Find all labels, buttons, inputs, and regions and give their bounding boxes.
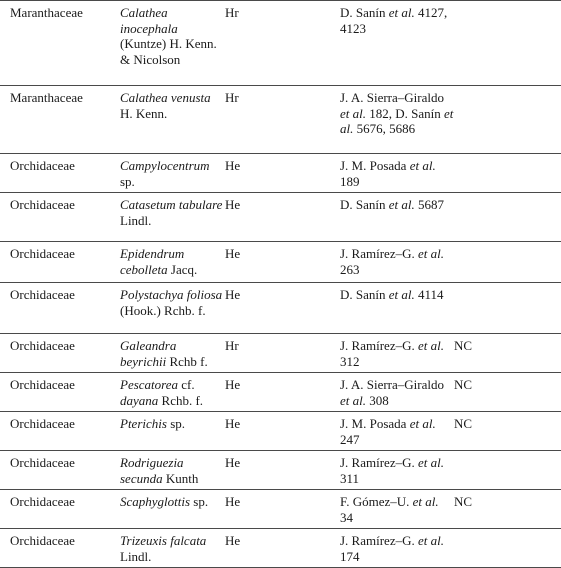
- voucher-cell: [340, 193, 454, 242]
- habit-cell: He: [225, 490, 340, 529]
- family-cell: Orchidaceae: [0, 283, 120, 334]
- species-name-italic: Catasetum tabulare: [120, 197, 223, 212]
- table-row: [0, 283, 561, 334]
- voucher-text: D. Sanín: [340, 5, 389, 20]
- voucher-text: J. A. Sierra–Giraldo: [340, 377, 444, 392]
- status-cell: NC: [454, 490, 561, 529]
- voucher-et-al: et al.: [417, 338, 444, 353]
- species-cell: [120, 529, 225, 568]
- status-cell: [454, 1, 561, 86]
- voucher-cell: [340, 412, 454, 451]
- habit-cell: He: [225, 412, 340, 451]
- species-name-italic: dayana: [120, 392, 159, 408]
- table-row: [0, 373, 561, 412]
- species-name-italic: Rodriguezia secunda: [120, 455, 184, 486]
- voucher-et-al: et al.: [412, 494, 439, 509]
- voucher-et-al: et al.: [417, 455, 444, 470]
- species-name-italic: Galeandra beyrichii: [120, 338, 177, 369]
- table-row: [0, 1, 561, 86]
- voucher-text: 312: [340, 353, 360, 369]
- species-cell: [120, 451, 225, 490]
- family-cell: Orchidaceae: [0, 490, 120, 529]
- voucher-et-al: et al.: [409, 416, 436, 431]
- family-cell: Orchidaceae: [0, 529, 120, 568]
- species-name-italic: Polystachya foliosa: [120, 287, 223, 302]
- family-cell: Orchidaceae: [0, 154, 120, 193]
- species-cell: [120, 373, 225, 412]
- voucher-text: J. Ramírez–G.: [340, 455, 418, 470]
- species-name-italic: Scaphyglottis: [120, 494, 191, 509]
- voucher-text: 4127, 4123: [340, 5, 448, 36]
- habit-cell: He: [225, 242, 340, 283]
- habit-cell: Hr: [225, 1, 340, 86]
- species-name-italic: Trizeuxis falcata: [120, 533, 207, 548]
- voucher-cell: [340, 529, 454, 568]
- voucher-cell: [340, 283, 454, 334]
- species-name-italic: Calathea venusta: [120, 90, 211, 105]
- table-row: [0, 334, 561, 373]
- species-cell: [120, 1, 225, 86]
- voucher-cell: [340, 373, 454, 412]
- family-cell: Orchidaceae: [0, 193, 120, 242]
- family-cell: Orchidaceae: [0, 412, 120, 451]
- family-cell: Orchidaceae: [0, 451, 120, 490]
- voucher-text: 174: [340, 548, 360, 564]
- species-cell: [120, 154, 225, 193]
- status-cell: [454, 242, 561, 283]
- voucher-text: 247: [340, 431, 360, 447]
- species-author: sp.: [120, 173, 135, 189]
- voucher-cell: [340, 334, 454, 373]
- species-author: Lindl.: [120, 212, 152, 228]
- species-name-italic: Pterichis: [120, 416, 167, 431]
- voucher-cell: [340, 86, 454, 154]
- table-row: [0, 193, 561, 242]
- voucher-text: 189: [340, 173, 360, 189]
- voucher-text: J. M. Posada: [340, 416, 410, 431]
- species-cell: [120, 490, 225, 529]
- voucher-et-al: et al.: [340, 105, 454, 136]
- status-cell: [454, 154, 561, 193]
- voucher-text: J. Ramírez–G.: [340, 338, 418, 353]
- table-row: [0, 242, 561, 283]
- species-author: sp.: [190, 494, 209, 509]
- voucher-et-al: et al.: [388, 197, 415, 212]
- species-author: cf.: [178, 377, 195, 392]
- status-cell: [454, 451, 561, 490]
- voucher-text: 182, D. Sanín: [366, 105, 444, 121]
- table-row: [0, 154, 561, 193]
- voucher-cell: [340, 451, 454, 490]
- voucher-et-al: et al.: [388, 5, 415, 20]
- table-row: [0, 529, 561, 568]
- voucher-text: J. A. Sierra–Giraldo: [340, 90, 444, 105]
- voucher-text: 5676, 5686: [353, 121, 416, 136]
- voucher-text: J. Ramírez–G.: [340, 533, 418, 548]
- status-cell: NC: [454, 412, 561, 451]
- table-row: [0, 490, 561, 529]
- species-author: (Hook.) Rchb. f.: [120, 302, 206, 318]
- habit-cell: He: [225, 529, 340, 568]
- family-cell: Orchidaceae: [0, 242, 120, 283]
- species-author: Rchb. f.: [158, 392, 204, 408]
- species-author: H. Kenn.: [120, 105, 168, 121]
- species-table-body: [0, 1, 561, 568]
- species-name-italic: Campylocentrum: [120, 158, 210, 173]
- habit-cell: Hr: [225, 334, 340, 373]
- voucher-text: D. Sanín: [340, 197, 389, 212]
- voucher-text: 311: [340, 470, 360, 486]
- voucher-et-al: et al.: [340, 392, 366, 408]
- table-row: [0, 412, 561, 451]
- voucher-text: J. M. Posada: [340, 158, 410, 173]
- voucher-cell: [340, 490, 454, 529]
- voucher-et-al: et al.: [388, 287, 415, 302]
- voucher-et-al: et al.: [417, 246, 444, 261]
- table-row: [0, 86, 561, 154]
- habit-cell: He: [225, 451, 340, 490]
- voucher-text: 263: [340, 261, 360, 277]
- voucher-et-al: et al.: [409, 158, 436, 173]
- species-name-italic: Pescatorea: [120, 377, 178, 392]
- voucher-cell: [340, 242, 454, 283]
- family-cell: Orchidaceae: [0, 373, 120, 412]
- voucher-text: D. Sanín: [340, 287, 389, 302]
- voucher-cell: [340, 1, 454, 86]
- species-cell: [120, 242, 225, 283]
- voucher-text: 5687: [414, 197, 444, 212]
- voucher-text: 4114: [414, 287, 444, 302]
- species-author: (Kuntze) H. Kenn. & Nicolson: [120, 36, 217, 67]
- habit-cell: He: [225, 283, 340, 334]
- species-cell: [120, 412, 225, 451]
- species-cell: [120, 86, 225, 154]
- family-cell: Orchidaceae: [0, 334, 120, 373]
- species-author: Rchb f.: [166, 353, 208, 369]
- habit-cell: Hr: [225, 86, 340, 154]
- family-cell: Maranthaceae: [0, 86, 120, 154]
- voucher-cell: [340, 154, 454, 193]
- status-cell: [454, 193, 561, 242]
- family-cell: Maranthaceae: [0, 1, 120, 86]
- status-cell: NC: [454, 373, 561, 412]
- voucher-text: F. Gómez–U.: [340, 494, 413, 509]
- habit-cell: He: [225, 193, 340, 242]
- voucher-text: 308: [366, 392, 389, 408]
- voucher-et-al: et al.: [417, 533, 444, 548]
- status-cell: [454, 86, 561, 154]
- voucher-et-al: et al.: [340, 105, 366, 121]
- species-cell: [120, 334, 225, 373]
- species-author: Lindl.: [120, 548, 152, 564]
- species-author: Kunth: [162, 470, 199, 486]
- habit-cell: He: [225, 373, 340, 412]
- species-name-italic: Calathea inocephala: [120, 5, 178, 36]
- species-author: Jacq.: [167, 261, 198, 277]
- species-cell: [120, 283, 225, 334]
- voucher-text: 34: [340, 509, 353, 525]
- status-cell: [454, 529, 561, 568]
- species-name-italic: Epidendrum cebolleta: [120, 246, 185, 277]
- species-author: sp.: [166, 416, 185, 431]
- habit-cell: He: [225, 154, 340, 193]
- status-cell: NC: [454, 334, 561, 373]
- species-cell: [120, 193, 225, 242]
- voucher-text: J. Ramírez–G.: [340, 246, 418, 261]
- status-cell: [454, 283, 561, 334]
- table-row: [0, 451, 561, 490]
